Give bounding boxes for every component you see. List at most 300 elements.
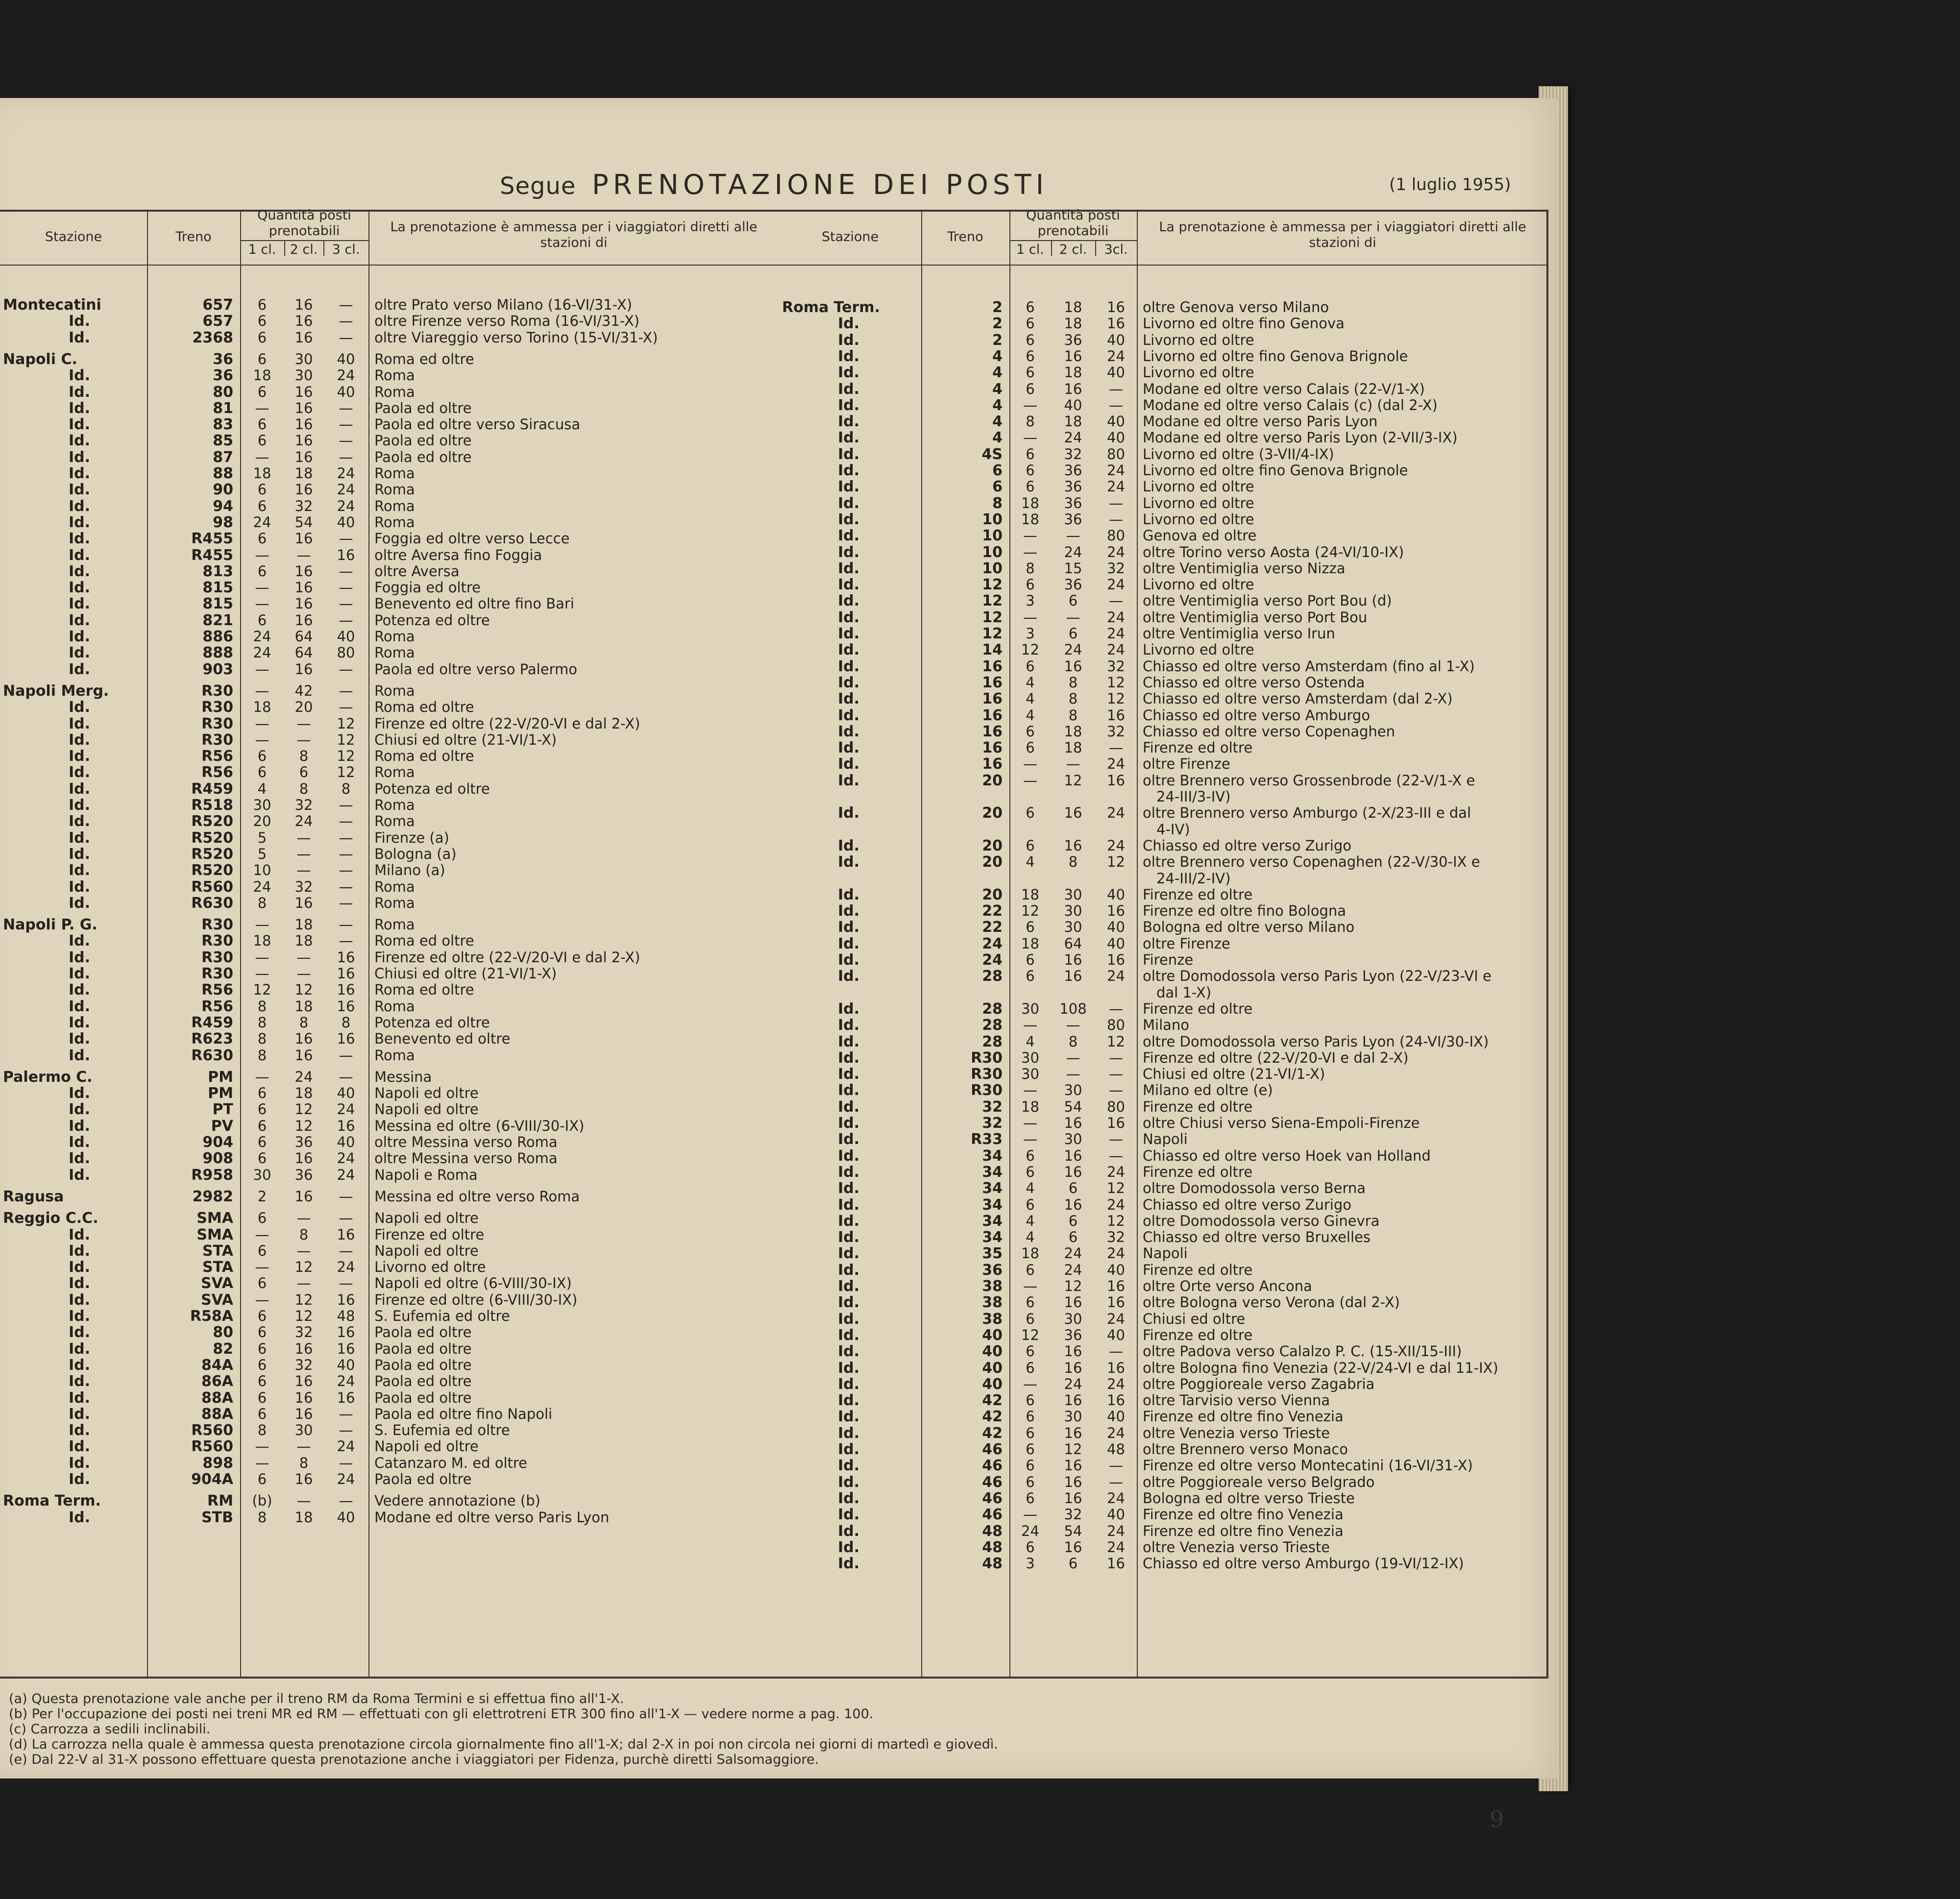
train-number: 904	[202, 1134, 233, 1151]
seats-2nd-class: 16	[294, 416, 313, 433]
destination: oltre Poggioreale verso Zagabria	[1143, 1375, 1375, 1392]
seats-2nd-class: 16	[1064, 1392, 1082, 1409]
seats-3rd-class: 24	[1107, 804, 1125, 822]
seats-1st-class: —	[1023, 1278, 1037, 1294]
train-number: 85	[213, 432, 233, 450]
page-number: 9	[1490, 1806, 1504, 1832]
train-number: 32	[982, 1115, 1003, 1132]
train-number: 2368	[192, 329, 233, 346]
seats-1st-class: 6	[257, 1101, 267, 1118]
seats-3rd-class: 24	[337, 367, 355, 384]
seats-3rd-class: 16	[337, 1389, 355, 1406]
destination: Roma	[374, 367, 415, 384]
seats-2nd-class: 12	[294, 1117, 313, 1134]
train-number: 38	[982, 1278, 1003, 1295]
destination: oltre Firenze verso Roma (16-VI/31-X)	[374, 313, 640, 330]
destination: oltre Bologna fino Venezia (22-V/24-VI e dal 11-IX)	[1143, 1359, 1498, 1376]
table-row	[0, 580, 779, 596]
train-number: R630	[191, 894, 233, 912]
station-name: Id.	[69, 998, 91, 1015]
destination: oltre Bologna verso Verona (dal 2-X)	[1143, 1294, 1400, 1311]
timetable-page	[0, 98, 1558, 1832]
header-rule	[240, 240, 368, 241]
seats-1st-class: 20	[253, 813, 271, 830]
seats-1st-class: 6	[257, 1275, 267, 1292]
seats-3rd-class: —	[339, 878, 353, 895]
destination: Messina ed oltre (6-VIII/30-IX)	[374, 1117, 585, 1134]
station-name: Id.	[69, 1014, 91, 1031]
seats-3rd-class: 24	[337, 1471, 355, 1487]
destination: Paola ed oltre	[374, 432, 472, 449]
station-name: Id.	[69, 416, 91, 434]
train-number: PM	[208, 1068, 233, 1086]
station-name: Id.	[69, 1101, 91, 1119]
train-number: 813	[202, 562, 233, 580]
seats-2nd-class: —	[296, 949, 311, 966]
seats-2nd-class: 36	[1064, 511, 1082, 528]
station-name: Id.	[838, 315, 860, 333]
destination: Benevento ed oltre	[374, 1030, 511, 1047]
train-number: 20	[982, 837, 1003, 854]
destination: Livorno ed oltre	[1143, 364, 1254, 381]
seats-2nd-class: 8	[1068, 853, 1078, 871]
seats-3rd-class: —	[339, 894, 353, 911]
column-header-3rd-class: 3 cl.	[332, 242, 360, 257]
seats-1st-class: 6	[257, 1405, 267, 1422]
seats-3rd-class: 40	[1107, 429, 1125, 446]
seats-3rd-class: 24	[1107, 625, 1125, 642]
destination: oltre Orte verso Ancona	[1143, 1278, 1312, 1294]
station-name: Napoli P. G.	[3, 916, 98, 934]
seats-2nd-class: 16	[294, 448, 313, 465]
destination: Messina ed oltre verso Roma	[374, 1188, 580, 1205]
seats-2nd-class: 36	[1064, 462, 1082, 479]
destination: oltre Domodossola verso Paris Lyon (22-V/23-VI e	[1143, 968, 1492, 985]
table-row	[779, 740, 1548, 756]
seats-1st-class: 6	[1026, 837, 1035, 854]
station-name: Id.	[69, 1422, 91, 1439]
seats-1st-class: 6	[1026, 1147, 1035, 1164]
train-number: 10	[982, 560, 1003, 577]
seats-2nd-class: 16	[1064, 347, 1082, 365]
train-number: 4S	[981, 445, 1003, 463]
destination: Roma	[374, 644, 415, 661]
train-number: 20	[982, 772, 1003, 789]
seats-3rd-class: —	[339, 313, 353, 330]
seats-1st-class: 6	[257, 1117, 267, 1134]
station-name: Id.	[69, 862, 91, 879]
seats-2nd-class: 30	[1064, 1310, 1082, 1327]
train-number: SMA	[196, 1226, 233, 1243]
seats-2nd-class: 16	[1064, 968, 1082, 985]
train-number: R560	[191, 1422, 233, 1439]
table-row	[779, 675, 1548, 691]
seats-3rd-class: 16	[337, 965, 355, 982]
table-row	[0, 764, 779, 780]
column-header-station: Stazione	[45, 229, 102, 244]
destination: Chiusi ed oltre (21-VI/1-X)	[1143, 1066, 1325, 1083]
seats-2nd-class: 36	[1064, 494, 1082, 511]
seats-1st-class: 30	[1021, 1000, 1039, 1017]
seats-1st-class: —	[255, 546, 270, 563]
destination: oltre Genova verso Milano	[1143, 299, 1329, 316]
destination: Paola ed oltre verso Siracusa	[374, 416, 581, 433]
station-name: Id.	[69, 1085, 91, 1102]
destination: Chiasso ed oltre verso Zurigo	[1143, 837, 1351, 854]
table-row	[779, 1017, 1548, 1033]
station-name: Id.	[69, 829, 91, 847]
destination: Roma	[374, 628, 415, 645]
seats-2nd-class: 36	[1064, 576, 1082, 593]
title-main: PRENOTAZIONE DEI POSTI	[591, 169, 1049, 201]
seats-2nd-class: 16	[1064, 1473, 1082, 1490]
seats-1st-class: 6	[1026, 1457, 1035, 1474]
seats-2nd-class: 30	[1064, 919, 1082, 936]
destination: Firenze ed oltre	[1143, 1000, 1253, 1017]
destination: Roma	[374, 894, 415, 911]
destination-continued: dal 1-X)	[1156, 984, 1212, 1001]
seats-3rd-class: 40	[337, 1085, 355, 1102]
station-name: Id.	[838, 755, 860, 773]
table-row	[0, 982, 779, 998]
station-name: Id.	[69, 1405, 91, 1423]
seats-3rd-class: —	[339, 1422, 353, 1439]
destination: oltre Domodossola verso Berna	[1143, 1180, 1366, 1197]
seats-2nd-class: 16	[294, 894, 313, 911]
table-row	[779, 1197, 1548, 1213]
table-row	[779, 773, 1548, 789]
seats-3rd-class: 32	[1107, 657, 1125, 675]
destination: Catanzaro M. ed oltre	[374, 1454, 528, 1471]
train-number: 42	[982, 1408, 1003, 1426]
station-name: Id.	[838, 902, 860, 920]
seats-2nd-class: 24	[1064, 429, 1082, 446]
seats-1st-class: 6	[1026, 315, 1035, 332]
destination: Firenze ed oltre fino Venezia	[1143, 1408, 1344, 1425]
table-row	[779, 642, 1548, 658]
train-number: 28	[982, 1017, 1003, 1034]
seats-1st-class: —	[1023, 1131, 1037, 1148]
seats-1st-class: 6	[257, 1471, 267, 1487]
seats-1st-class: 6	[1026, 576, 1035, 593]
seats-2nd-class: 6	[1068, 1229, 1078, 1246]
seats-1st-class: 4	[1026, 1033, 1035, 1050]
table-row	[779, 724, 1548, 740]
seats-1st-class: 18	[1021, 1245, 1039, 1262]
seats-2nd-class: 18	[294, 998, 313, 1015]
train-number: 4	[992, 413, 1003, 431]
table-row	[779, 1343, 1548, 1360]
seats-2nd-class: —	[1066, 755, 1080, 773]
seats-2nd-class: 16	[1064, 1294, 1082, 1311]
station-name: Id.	[69, 611, 91, 629]
seats-3rd-class: —	[1109, 1082, 1123, 1099]
station-name: Id.	[838, 396, 860, 414]
seats-1st-class: 2	[257, 1188, 267, 1205]
destination: Modane ed oltre verso Calais (22-V/1-X)	[1143, 380, 1425, 397]
seats-1st-class: 18	[253, 932, 271, 950]
train-number: R30	[971, 1082, 1003, 1099]
seats-2nd-class: 16	[1064, 1147, 1082, 1164]
seats-1st-class: 18	[253, 699, 271, 716]
seats-3rd-class: 24	[337, 1101, 355, 1118]
seats-2nd-class: 16	[294, 296, 313, 313]
table-row	[0, 531, 779, 547]
station-name: Id.	[838, 1310, 860, 1328]
seats-3rd-class: 16	[337, 1226, 355, 1243]
seats-2nd-class: —	[1066, 609, 1080, 626]
train-number: 12	[982, 625, 1003, 642]
train-number: 42	[982, 1392, 1003, 1410]
train-number: 16	[982, 690, 1003, 708]
column-header-destinations: La prenotazione è ammessa per i viaggiatori diretti alle stazioni di	[390, 219, 758, 250]
destination: Chiasso ed oltre verso Amsterdam (dal 2-X)	[1143, 690, 1453, 707]
destination: Milano ed oltre (e)	[1143, 1082, 1273, 1099]
destination: Modane ed oltre verso Paris Lyon	[374, 1509, 610, 1526]
destination: Bologna (a)	[374, 845, 457, 862]
seats-2nd-class: —	[296, 715, 311, 732]
destination: Firenze ed oltre	[1143, 1163, 1253, 1180]
table-row	[779, 805, 1548, 821]
seats-2nd-class: 30	[1064, 1082, 1082, 1099]
train-number: RM	[207, 1492, 233, 1510]
station-name: Id.	[838, 1359, 860, 1377]
seats-1st-class: 6	[257, 1324, 267, 1341]
seats-3rd-class: 48	[337, 1308, 355, 1324]
header-rule	[0, 265, 779, 266]
seats-1st-class: —	[1023, 1506, 1037, 1523]
train-number: 38	[982, 1294, 1003, 1312]
train-number: R56	[201, 764, 233, 781]
train-number: R58A	[190, 1308, 233, 1325]
table-row	[779, 1490, 1548, 1507]
seats-3rd-class: 32	[1107, 560, 1125, 577]
seats-1st-class: 6	[257, 497, 267, 514]
station-name: Id.	[838, 1408, 860, 1426]
station-name: Id.	[838, 1489, 860, 1507]
seats-3rd-class: 16	[1107, 772, 1125, 789]
seats-1st-class: 6	[1026, 739, 1035, 756]
destination: Milano (a)	[374, 862, 445, 879]
seats-1st-class: —	[1023, 543, 1037, 560]
train-number: 36	[982, 1261, 1003, 1279]
seats-2nd-class: —	[1066, 527, 1080, 544]
table-row	[779, 1099, 1548, 1115]
seats-3rd-class: 24	[1107, 641, 1125, 658]
destination: Modane ed oltre verso Paris Lyon (2-VII/3-IX)	[1143, 429, 1458, 446]
table-row	[0, 1227, 779, 1243]
seats-3rd-class: —	[339, 862, 353, 879]
seats-1st-class: 12	[1021, 1326, 1039, 1343]
station-name: Id.	[69, 748, 91, 765]
seats-3rd-class: 40	[337, 513, 355, 531]
seats-1st-class: —	[255, 715, 270, 732]
destination: Napoli ed oltre	[374, 1101, 479, 1118]
seats-3rd-class: 24	[1107, 478, 1125, 495]
table-row	[779, 903, 1548, 919]
station-name: Napoli Merg.	[3, 682, 109, 700]
seats-3rd-class: 32	[1107, 723, 1125, 740]
train-number: PT	[212, 1101, 233, 1119]
train-number: R560	[191, 878, 233, 896]
train-number: 12	[982, 609, 1003, 626]
destination: oltre Brennero verso Copenaghen (22-V/30-IX e	[1143, 853, 1480, 871]
train-number: 14	[982, 641, 1003, 659]
seats-1st-class: 6	[257, 748, 267, 765]
seats-1st-class: 30	[1021, 1066, 1039, 1083]
seats-2nd-class: 16	[294, 611, 313, 629]
station-name: Roma Term.	[782, 299, 880, 316]
destination: oltre Venezia verso Trieste	[1143, 1424, 1330, 1441]
seats-1st-class: 6	[1026, 1538, 1035, 1556]
seats-2nd-class: 18	[294, 916, 313, 933]
table-row	[779, 430, 1548, 446]
station-name: Id.	[69, 1150, 91, 1168]
seats-2nd-class: —	[296, 546, 311, 563]
table-row	[779, 495, 1548, 511]
seats-1st-class: 30	[1021, 1049, 1039, 1066]
seats-2nd-class: 42	[294, 682, 313, 699]
train-number: 36	[213, 367, 233, 385]
destination: Firenze (a)	[374, 829, 449, 846]
table-row	[0, 1015, 779, 1031]
train-number: R30	[201, 932, 233, 950]
station-name: Id.	[838, 331, 860, 349]
station-name: Id.	[838, 413, 860, 431]
table-row	[779, 1376, 1548, 1392]
seats-1st-class: —	[255, 1068, 270, 1085]
title-prefix: Segue	[500, 172, 576, 200]
seats-2nd-class: 16	[1064, 1538, 1082, 1556]
table-row	[779, 1425, 1548, 1441]
station-name: Id.	[838, 1278, 860, 1295]
seats-2nd-class: 24	[1064, 1245, 1082, 1262]
destination: oltre Firenze	[1143, 755, 1230, 773]
train-number: R30	[201, 965, 233, 982]
train-number: 16	[982, 674, 1003, 691]
table-row	[779, 365, 1548, 381]
train-number: 86A	[201, 1373, 233, 1390]
train-number: PV	[211, 1117, 233, 1135]
train-number: 88A	[201, 1405, 233, 1423]
station-name: Id.	[69, 965, 91, 982]
page-header	[0, 169, 1558, 203]
destination: Roma ed oltre	[374, 981, 474, 998]
table-row	[0, 1101, 779, 1118]
train-number: 84A	[201, 1356, 233, 1374]
seats-2nd-class: —	[296, 845, 311, 862]
train-number: 34	[982, 1180, 1003, 1197]
seats-1st-class: —	[1023, 527, 1037, 544]
station-name: Id.	[69, 1509, 91, 1526]
seats-3rd-class: —	[339, 399, 353, 416]
seats-1st-class: 6	[257, 1373, 267, 1390]
table-row	[779, 1392, 1548, 1409]
table-row	[779, 1262, 1548, 1278]
seats-2nd-class: 24	[1064, 1375, 1082, 1392]
seats-2nd-class: 30	[1064, 1408, 1082, 1425]
station-name: Id.	[69, 399, 91, 417]
seats-3rd-class: —	[339, 829, 353, 846]
destination: Napoli	[1143, 1131, 1188, 1148]
table-row-continuation	[779, 822, 1548, 838]
train-number: 2	[992, 331, 1003, 349]
train-number: 28	[982, 968, 1003, 985]
seats-1st-class: 4	[1026, 1229, 1035, 1246]
train-number: STB	[201, 1509, 233, 1526]
station-name: Reggio C.C.	[3, 1210, 98, 1227]
table-row	[779, 952, 1548, 968]
seats-1st-class: 4	[257, 780, 267, 797]
train-number: 34	[982, 1163, 1003, 1181]
seats-3rd-class: —	[339, 916, 353, 933]
seats-1st-class: 6	[1026, 1392, 1035, 1409]
seats-3rd-class: 16	[1107, 299, 1125, 316]
station-name: Id.	[838, 1180, 860, 1197]
station-name: Id.	[838, 1441, 860, 1458]
station-name: Id.	[838, 1098, 860, 1116]
station-name: Id.	[838, 1424, 860, 1442]
train-number: 16	[982, 755, 1003, 773]
train-number: 34	[982, 1212, 1003, 1230]
destination: Paola ed oltre fino Napoli	[374, 1405, 553, 1422]
destination: oltre Viareggio verso Torino (15-VI/31-X)	[374, 329, 658, 346]
destination: Roma	[374, 513, 415, 531]
seats-3rd-class: 40	[1107, 919, 1125, 936]
seats-2nd-class: 64	[294, 644, 313, 661]
seats-3rd-class: 24	[1107, 543, 1125, 560]
station-name: Id.	[838, 1049, 860, 1067]
seats-3rd-class: 80	[1107, 1098, 1125, 1115]
table-row	[779, 1034, 1548, 1050]
seats-3rd-class: —	[339, 1275, 353, 1292]
seats-2nd-class: 18	[1064, 413, 1082, 430]
seats-3rd-class: —	[339, 813, 353, 830]
destination: Roma	[374, 497, 415, 514]
station-name: Id.	[69, 1373, 91, 1390]
seats-1st-class: 3	[1026, 1555, 1035, 1572]
destination: Roma ed oltre	[374, 748, 474, 765]
table-row	[0, 1308, 779, 1324]
station-name: Id.	[69, 644, 91, 662]
seats-1st-class: 24	[253, 513, 271, 531]
column-header-2nd-class: 2 cl.	[290, 242, 318, 257]
station-name: Id.	[838, 494, 860, 512]
destination: Modane ed oltre verso Calais (c) (dal 2-X)	[1143, 396, 1438, 414]
table-row	[0, 732, 779, 748]
train-number: R520	[191, 813, 233, 830]
seats-2nd-class: 16	[294, 432, 313, 449]
seats-2nd-class: 16	[1064, 1424, 1082, 1441]
station-name: Id.	[838, 1033, 860, 1050]
station-name: Id.	[838, 1131, 860, 1148]
train-number: 46	[982, 1489, 1003, 1507]
station-name: Id.	[838, 1294, 860, 1312]
seats-3rd-class: —	[339, 845, 353, 862]
train-number: 4	[992, 396, 1003, 414]
station-name: Id.	[838, 429, 860, 447]
train-number: 80	[213, 383, 233, 401]
seats-3rd-class: 24	[337, 497, 355, 514]
table-row	[0, 313, 779, 329]
seats-3rd-class: —	[339, 611, 353, 629]
destination: Livorno ed oltre	[1143, 478, 1254, 495]
seats-1st-class: 6	[1026, 723, 1035, 740]
destination: Napoli ed oltre	[374, 1085, 479, 1102]
seats-1st-class: —	[1023, 772, 1037, 789]
table-row	[779, 626, 1548, 642]
seats-2nd-class: 16	[294, 660, 313, 678]
